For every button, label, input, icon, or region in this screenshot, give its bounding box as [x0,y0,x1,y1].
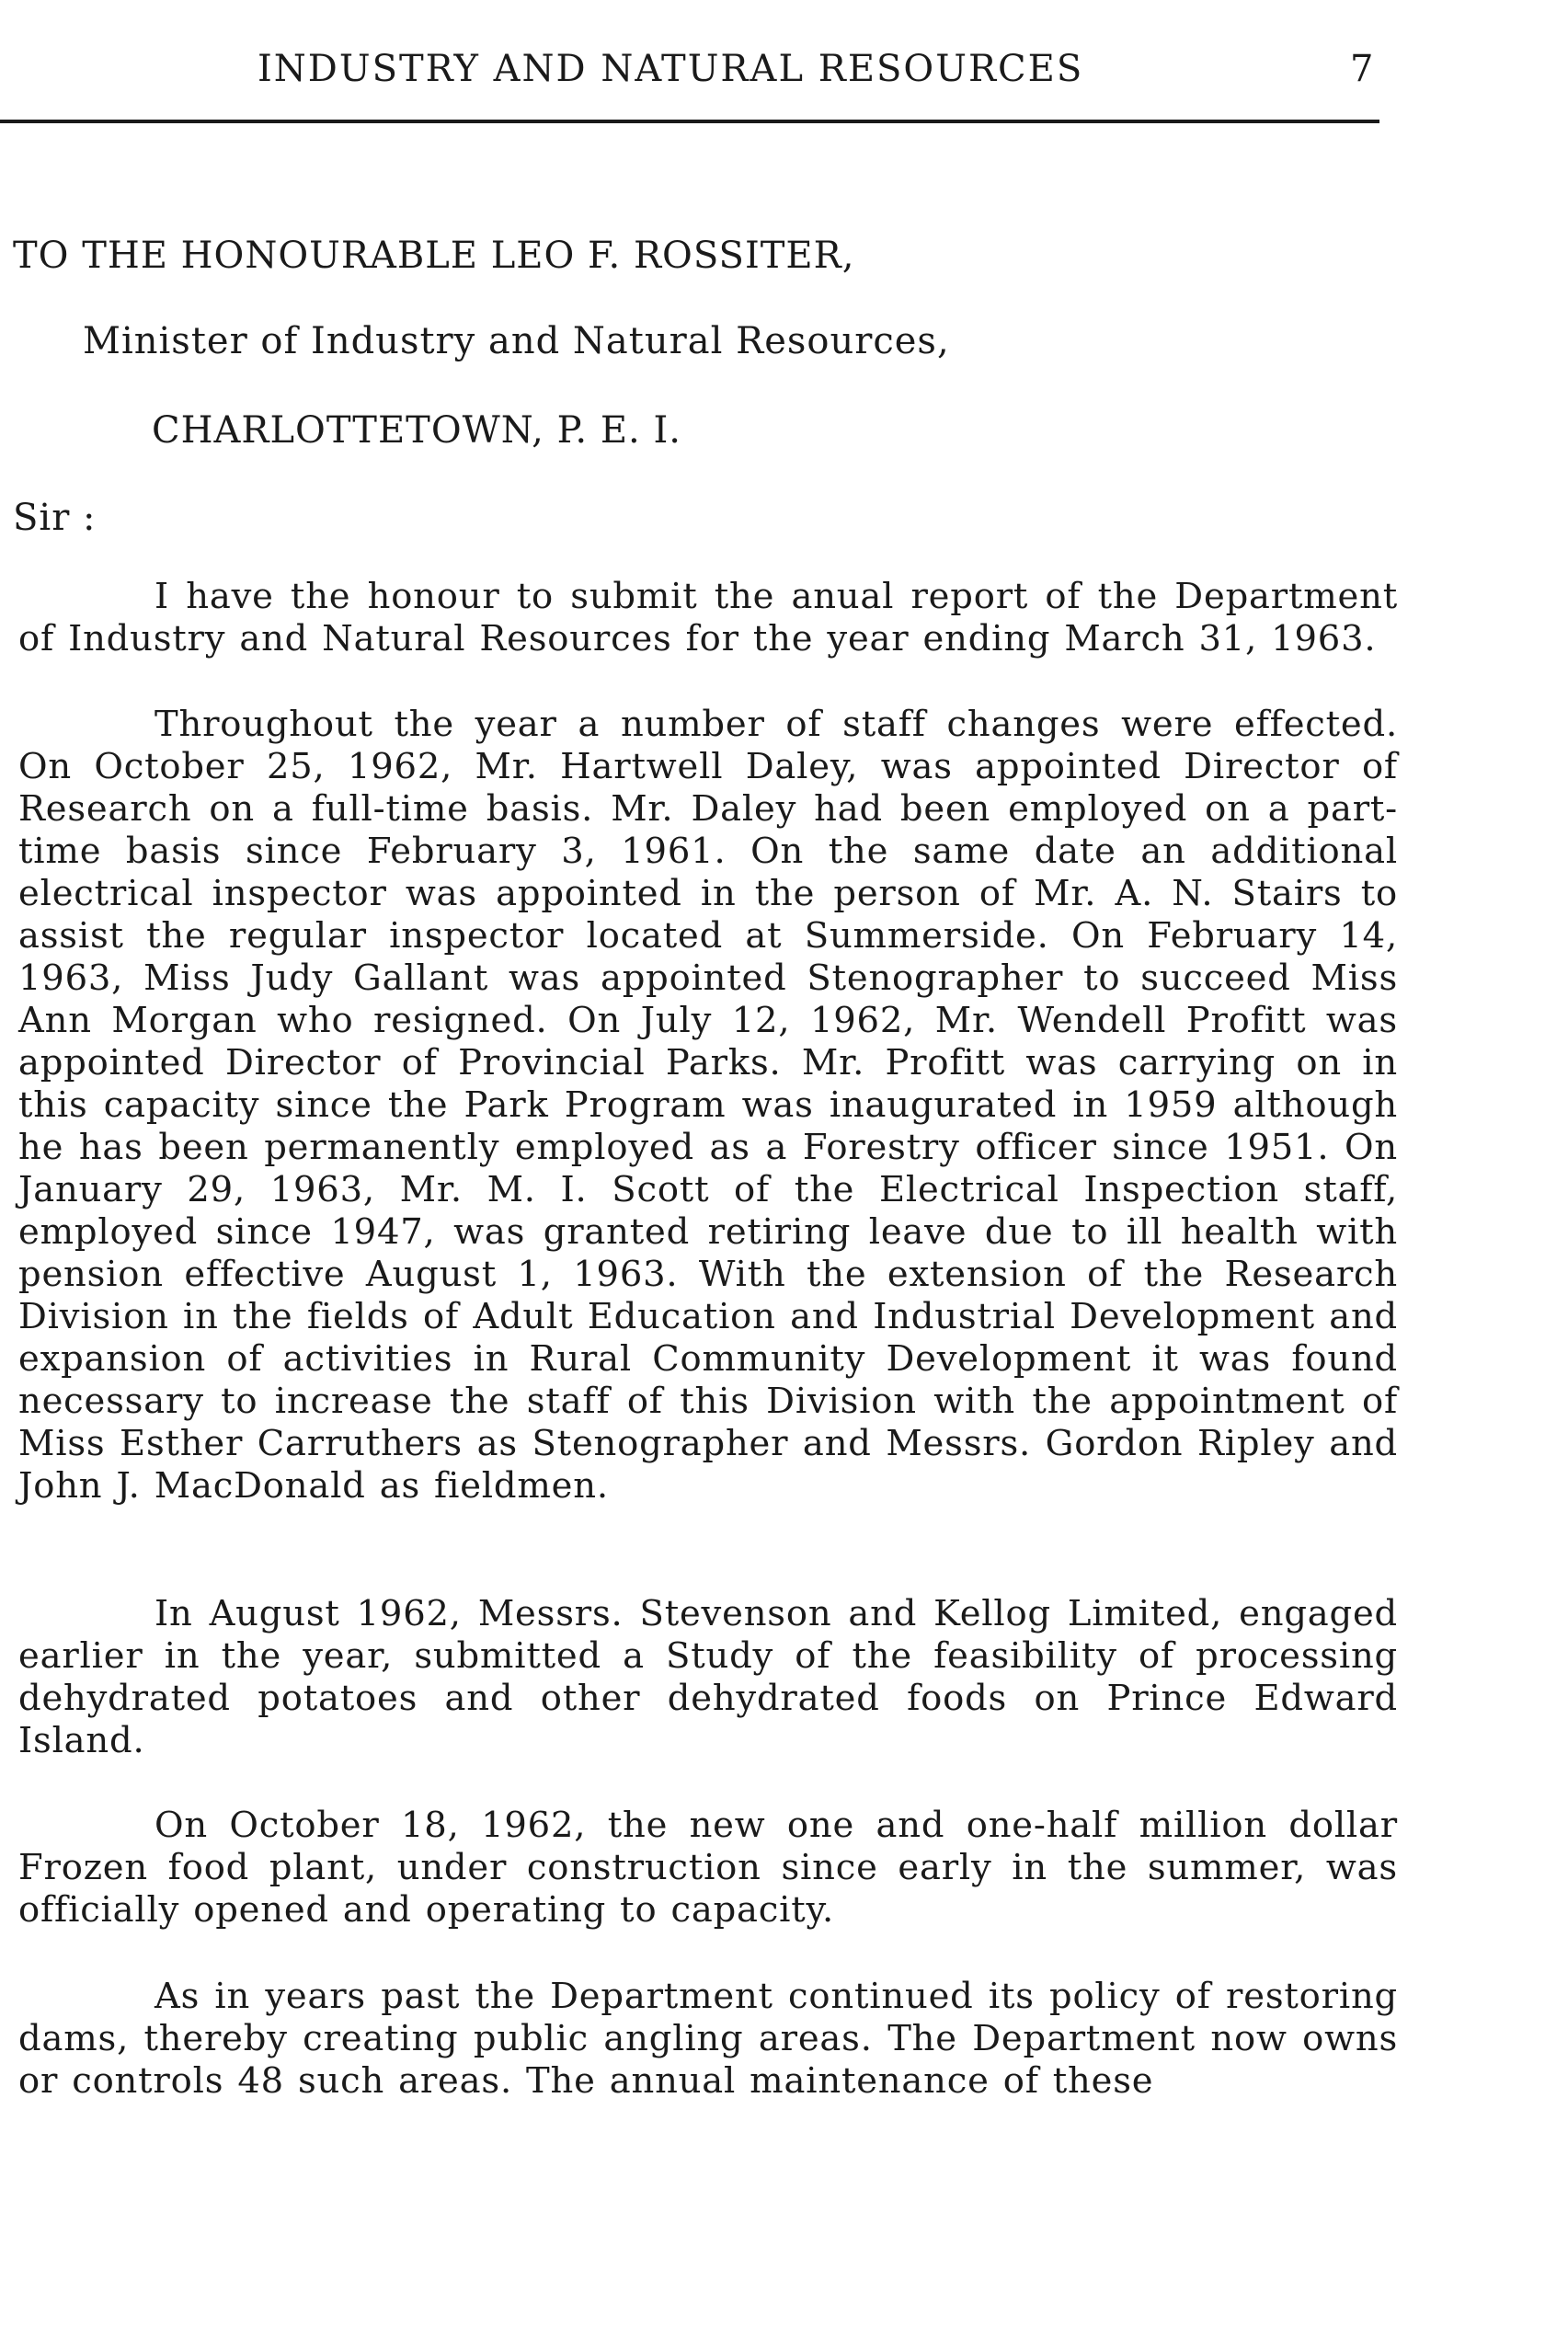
recipient-title-line: Minister of Industry and Natural Resources, [83,320,950,362]
paragraph-staff-changes [18,704,1398,1507]
recipient-line: TO THE HONOURABLE LEO F. ROSSITER, [13,235,855,277]
paragraph-text: I have the honour to submit the anual report of the Department of Industry and Natural Resources for the year ending March 31, 1963. [18,576,1398,659]
running-header [0,48,1379,103]
recipient-location-line: CHARLOTTETOWN, P. E. I. [152,409,681,452]
paragraph-submission [18,576,1398,660]
paragraph-text: In August 1962, Messrs. Stevenson and Kellog Limited, engaged earlier in the year, submitted a Study of the feasibility of processing dehydrated potatoes and other dehydrated foods on Prince Edward Island. [18,1593,1398,1761]
page-number: 7 [1350,48,1374,90]
paragraph-frozen-food-plant [18,1805,1398,1932]
paragraph-feasibility-study [18,1593,1398,1762]
salutation: Sir : [13,497,97,539]
paragraph-text: On October 18, 1962, the new one and one-half million dollar Frozen food plant, under construction since early in the summer, was officially opened and operating to capacity. [18,1805,1398,1931]
paragraph-text: As in years past the Department continued its policy of restoring dams, thereby creating public angling areas. The Department now owns or controls 48 such areas. The annual maintenance of these [18,1976,1398,2102]
paragraph-angling-areas [18,1976,1398,2103]
header-rule [0,120,1379,123]
paragraph-text: Throughout the year a number of staff changes were effected. On October 25, 1962, Mr. Hartwell Daley, was appointed Director of Research on a full-time basis. Mr. Daley had been employed on a part-time basis since February 3, 1961. On the same date an additional electrical inspector was appointed in the person of Mr. A. N. Stairs to assist the regular inspector located at Summerside. On February 14, 1963, Miss Judy Gallant was appointed Stenographer to succeed Miss Ann Morgan who resigned. On July 12, 1962, Mr. Wendell Profitt was appointed Director of Provincial Parks. Mr. Profitt was carrying on in this capacity since the Park Program was inaugurated in 1959 although he has been permanently employed as a Forestry officer since 1951. On January 29, 1963, Mr. M. I. Scott of the Electrical Inspection staff, employed since 1947, was granted retiring leave due to ill health with pension effective August 1, 1963. With the extension of the Research Division in the fields of Adult Education and Industrial Development and expansion of activities in Rural Community Development it was found necessary to increase the staff of this Division with the appointment of Miss Esther Carruthers as Stenographer and Messrs. Gordon Ripley and John J. MacDonald as fieldmen. [18,704,1398,1507]
running-title: INDUSTRY AND NATURAL RESOURCES [258,48,1084,90]
